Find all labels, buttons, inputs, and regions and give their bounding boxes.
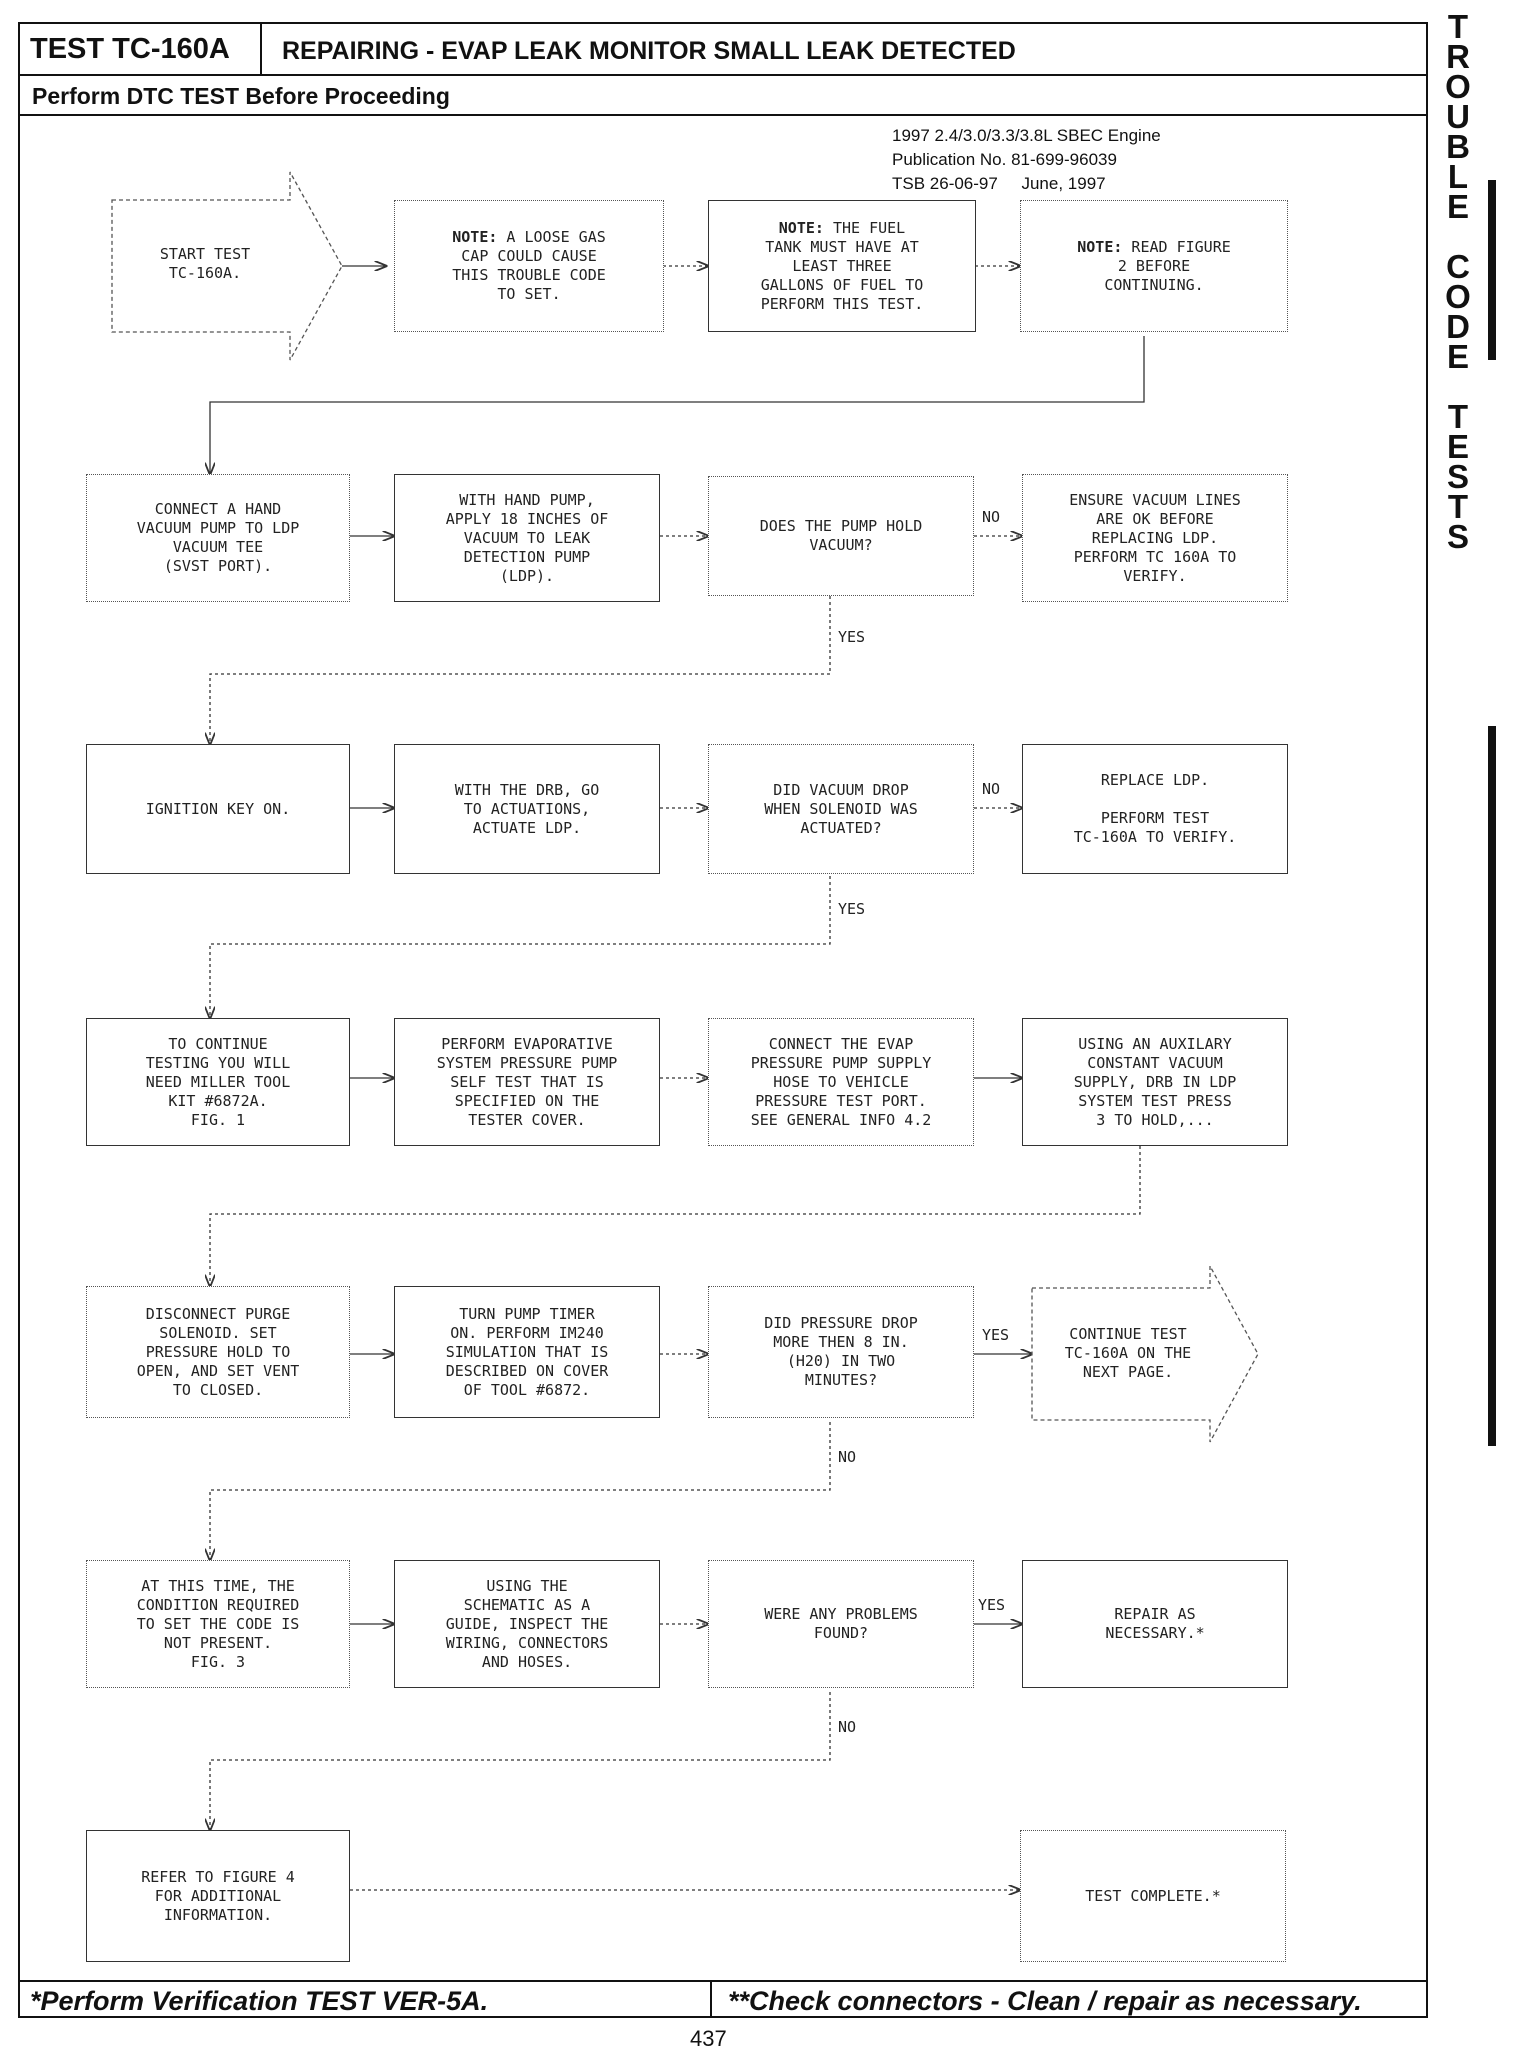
link-r3-r4 [210, 876, 830, 1018]
yes-label: YES [838, 628, 866, 646]
link-r1-r2 [210, 336, 1144, 474]
link-r6-r7 [210, 1692, 830, 1830]
footer-bar [20, 1980, 1426, 2018]
step-inspect-wiring: USING THE SCHEMATIC AS A GUIDE, INSPECT THE WIRING, CONNECTORS AND HOSES. [394, 1560, 660, 1688]
step-connect-evap-pump: CONNECT THE EVAP PRESSURE PUMP SUPPLY HOSE TO VEHICLE PRESSURE TEST PORT. SEE GENERAL INFO 4.2 [708, 1018, 974, 1146]
step-pump-self-test: PERFORM EVAPORATIVE SYSTEM PRESSURE PUMP SELF TEST THAT IS SPECIFIED ON THE TESTER COVER. [394, 1018, 660, 1146]
tsb-number: TSB 26-06-97 [892, 174, 998, 193]
side-tab [1438, 8, 1478, 555]
side-letter: B [1446, 128, 1470, 165]
side-letter: S [1446, 518, 1469, 555]
step-apply-vacuum: WITH HAND PUMP, APPLY 18 INCHES OF VACUUM TO LEAK DETECTION PUMP (LDP). [394, 474, 660, 602]
page-title: REPAIRING - EVAP LEAK MONITOR SMALL LEAK DETECTED [282, 37, 1016, 65]
note-label: NOTE: [778, 218, 824, 237]
side-letter: E [1446, 338, 1469, 375]
yes-label: YES [838, 900, 866, 918]
test-complete: TEST COMPLETE.* [1020, 1830, 1286, 1962]
tsb-date: June, 1997 [1021, 174, 1106, 193]
note-loose-gas-cap [394, 200, 664, 332]
link-r4-r5 [210, 1146, 1140, 1286]
action-ensure-vacuum-lines: ENSURE VACUUM LINES ARE OK BEFORE REPLACING LDP. PERFORM TC 160A TO VERIFY. [1022, 474, 1288, 602]
side-marker-bar [1488, 180, 1496, 360]
question-problems-found: WERE ANY PROBLEMS FOUND? [708, 1560, 974, 1688]
footer-verification: *Perform Verification TEST VER-5A. [30, 1986, 489, 2016]
step-refer-figure-4: REFER TO FIGURE 4 FOR ADDITIONAL INFORMATION. [86, 1830, 350, 1962]
side-letter: S [1446, 458, 1469, 495]
publication-number: Publication No. 81-699-96039 [892, 150, 1117, 169]
note-label: NOTE: [1077, 237, 1123, 256]
side-letter: T [1447, 398, 1469, 435]
yes-label: YES [982, 1326, 1010, 1344]
side-letter: C [1446, 248, 1470, 285]
action-replace-ldp: REPLACE LDP. PERFORM TEST TC-160A TO VERIFY. [1022, 744, 1288, 874]
side-letter: E [1446, 428, 1469, 465]
yes-label: YES [978, 1596, 1006, 1614]
question-vacuum-drop: DID VACUUM DROP WHEN SOLENOID WAS ACTUATED? [708, 744, 974, 874]
page-number: 437 [690, 2026, 727, 2051]
page-frame [18, 22, 1428, 2018]
side-letter: O [1445, 68, 1471, 105]
no-label: NO [838, 1448, 857, 1466]
question-pump-hold: DOES THE PUMP HOLD VACUUM? [708, 476, 974, 596]
step-auxiliary-vacuum: USING AN AUXILARY CONSTANT VACUUM SUPPLY, DRB IN LDP SYSTEM TEST PRESS 3 TO HOLD,... [1022, 1018, 1288, 1146]
no-label: NO [838, 1718, 857, 1736]
no-label: NO [982, 780, 1001, 798]
note-fuel-tank [708, 200, 976, 332]
side-letter: U [1446, 98, 1470, 135]
step-ignition-on: IGNITION KEY ON. [86, 744, 350, 874]
note-text: A LOOSE GAS CAP COULD CAUSE THIS TROUBLE CODE TO SET. [452, 228, 606, 303]
side-letter: T [1447, 8, 1469, 45]
step-pump-timer: TURN PUMP TIMER ON. PERFORM IM240 SIMULATION THAT IS DESCRIBED ON COVER OF TOOL #6872. [394, 1286, 660, 1418]
question-pressure-drop: DID PRESSURE DROP MORE THEN 8 IN. (H20) IN TWO MINUTES? [708, 1286, 974, 1418]
step-connect-hand-pump: CONNECT A HAND VACUUM PUMP TO LDP VACUUM TEE (SVST PORT). [86, 474, 350, 602]
step-disconnect-purge: DISCONNECT PURGE SOLENOID. SET PRESSURE HOLD TO OPEN, AND SET VENT TO CLOSED. [86, 1286, 350, 1418]
side-marker-bar [1488, 726, 1496, 1446]
footer-check-connectors: **Check connectors - Clean / repair as necessary. [710, 1982, 1428, 2018]
action-repair: REPAIR AS NECESSARY.* [1022, 1560, 1288, 1688]
side-letter: E [1446, 188, 1469, 225]
no-label: NO [982, 508, 1001, 526]
side-letter: D [1446, 308, 1470, 345]
side-letter: R [1446, 38, 1470, 75]
step-miller-tool: TO CONTINUE TESTING YOU WILL NEED MILLER TOOL KIT #6872A. FIG. 1 [86, 1018, 350, 1146]
side-letter: O [1445, 278, 1471, 315]
step-condition-not-present: AT THIS TIME, THE CONDITION REQUIRED TO SET THE CODE IS NOT PRESENT. FIG. 3 [86, 1560, 350, 1688]
link-r5-r6 [210, 1422, 830, 1560]
test-id: TEST TC-160A [20, 24, 262, 74]
note-label: NOTE: [452, 228, 498, 246]
side-letter: T [1447, 488, 1469, 525]
continue-next-page: CONTINUE TEST TC-160A ON THE NEXT PAGE. [1064, 1324, 1192, 1381]
note-text: READ FIGURE 2 BEFORE CONTINUING. [1104, 237, 1231, 294]
note-text: THE FUEL TANK MUST HAVE AT LEAST THREE GALLONS OF FUEL TO PERFORM THIS TEST. [760, 218, 924, 313]
side-letter: L [1447, 158, 1469, 195]
start-test-label: START TEST TC-160A. [159, 245, 251, 282]
step-actuate-ldp: WITH THE DRB, GO TO ACTUATIONS, ACTUATE LDP. [394, 744, 660, 874]
subheader: Perform DTC TEST Before Proceeding [20, 76, 1426, 116]
link-r2-r3 [210, 584, 830, 744]
note-read-figure [1020, 200, 1288, 332]
engine-line: 1997 2.4/3.0/3.3/3.8L SBEC Engine [892, 126, 1161, 145]
